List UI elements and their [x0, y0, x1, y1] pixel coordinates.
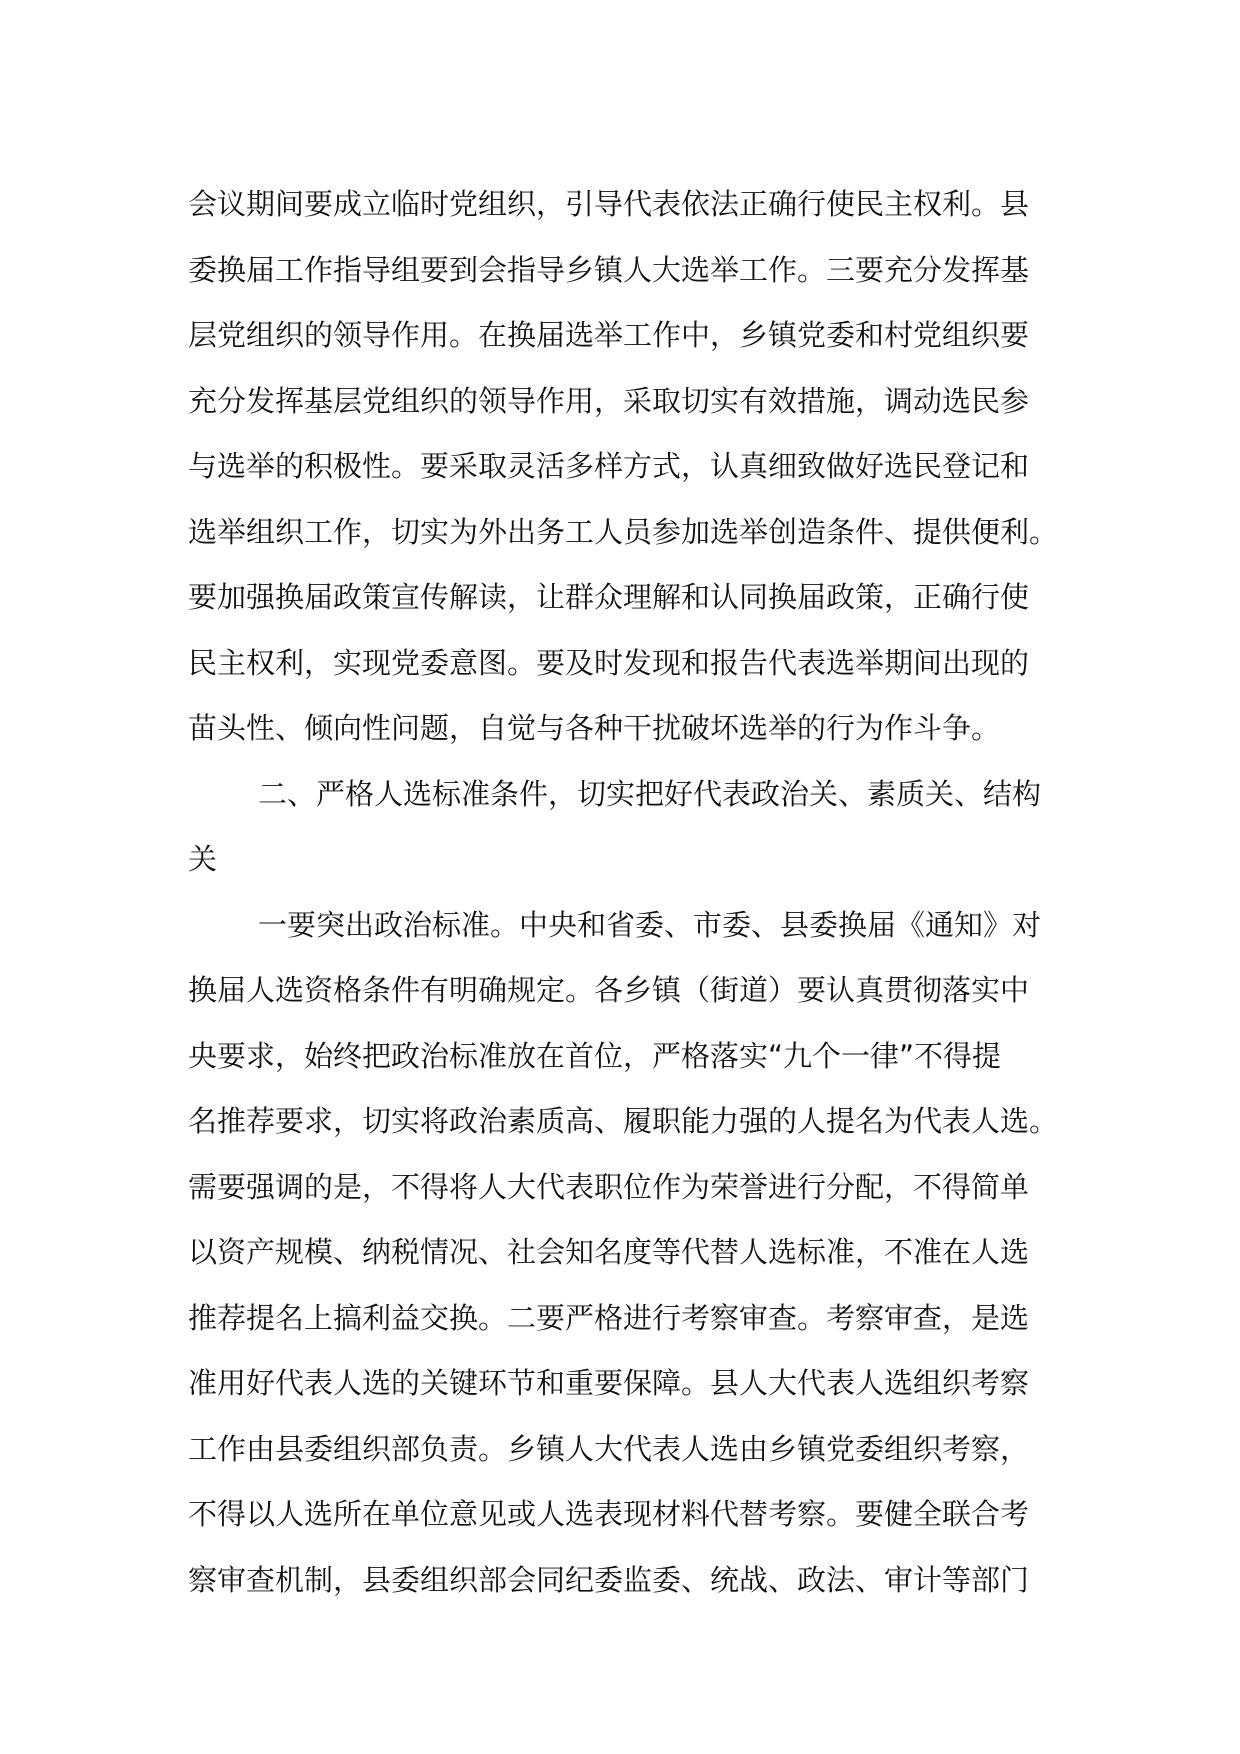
- text-line-21: 不得以人选所在单位意见或人选表现材料代替考察。要健全联合考: [188, 1497, 1030, 1531]
- section-heading-line-1: 二、严格人选标准条件，切实把好代表政治关、素质关、结构: [258, 776, 1042, 811]
- text-line-14: 央要求，始终把政治标准放在首位，严格落实“九个一律”不得提: [188, 1038, 1002, 1073]
- text-line-20: 工作由县委组织部负责。乡镇人大代表人选由乡镇党委组织考察，: [188, 1431, 1030, 1466]
- text-line-22: 察审查机制，县委组织部会同纪委监委、统战、政法、审计等部门: [188, 1562, 1030, 1597]
- text-line-12: 一要突出政治标准。中央和省委、市委、县委换届《通知》对: [258, 907, 1042, 942]
- text-line-19: 准用好代表人选的关键环节和重要保障。县人大代表人选组织考察: [188, 1366, 1030, 1400]
- text-line-1: 会议期间要成立临时党组织，引导代表依法正确行使民主权利。县: [188, 187, 1030, 221]
- text-line-7: 要加强换届政策宣传解读，让群众理解和认同换届政策，正确行使: [188, 580, 1030, 614]
- text-line-18: 推荐提名上搞利益交换。二要严格进行考察审查。考察审查，是选: [188, 1300, 1030, 1335]
- text-line-8: 民主权利，实现党委意图。要及时发现和报告代表选举期间出现的: [188, 645, 1030, 680]
- text-line-2: 委换届工作指导组要到会指导乡镇人大选举工作。三要充分发挥基: [188, 252, 1030, 287]
- text-line-17: 以资产规模、纳税情况、社会知名度等代替人选标准，不准在人选: [188, 1235, 1030, 1269]
- text-line-5: 与选举的积极性。要采取灵活多样方式，认真细致做好选民登记和: [188, 449, 1030, 483]
- text-line-9: 苗头性、倾向性问题，自觉与各种干扰破坏选举的行为作斗争。: [188, 711, 1001, 745]
- text-line-16: 需要强调的是，不得将人大代表职位作为荣誉进行分配，不得简单: [188, 1169, 1030, 1204]
- text-line-15: 名推荐要求，切实将政治素质高、履职能力强的人提名为代表人选。: [188, 1104, 1059, 1138]
- text-line-13: 换届人选资格条件有明确规定。各乡镇（街道）要认真贯彻落实中: [188, 973, 1030, 1007]
- section-heading-line-2: 关: [188, 842, 218, 876]
- text-line-6: 选举组织工作，切实为外出务工人员参加选举创造条件、提供便利。: [188, 514, 1059, 549]
- document-body: [188, 172, 1066, 1613]
- text-line-4: 充分发挥基层党组织的领导作用，采取切实有效措施，调动选民参: [188, 383, 1030, 418]
- text-line-3: 层党组织的领导作用。在换届选举工作中，乡镇党委和村党组织要: [188, 318, 1030, 352]
